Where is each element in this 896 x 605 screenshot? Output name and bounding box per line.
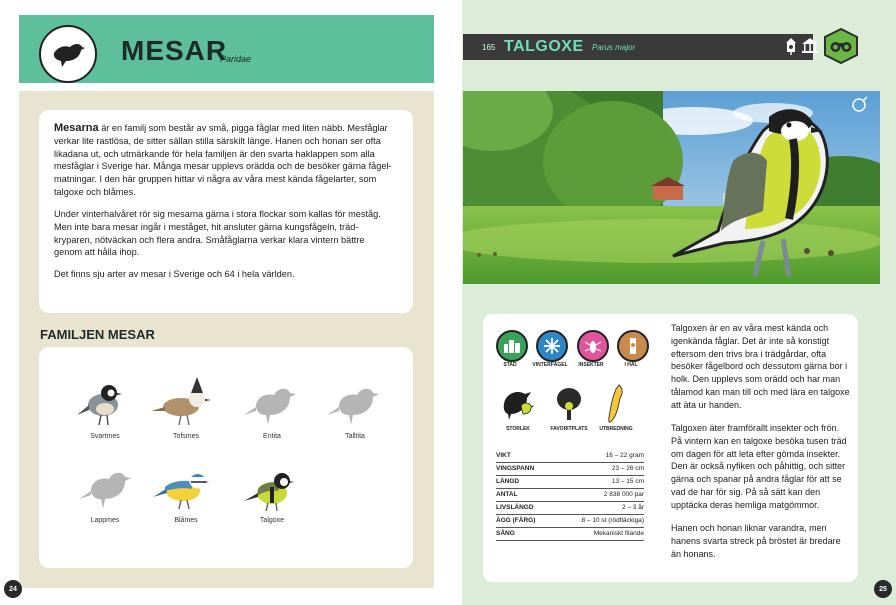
stats-row-count: ANTAL 2 838 000 par (496, 489, 644, 502)
species-talgoxe (232, 465, 312, 524)
favorite-place-tree-icon (555, 386, 583, 422)
talgoxe-icon (242, 465, 302, 515)
header-icons (785, 37, 819, 55)
svartmes-icon (75, 375, 135, 431)
talltita-silhouette-icon (325, 375, 385, 431)
species-svartmes (65, 375, 145, 440)
stats-row-wingspan: VINGSPANN 23 – 26 cm (496, 463, 644, 476)
insect-icon (577, 330, 609, 362)
bird-silhouette-icon (39, 25, 97, 83)
icon-label-insects: INSEKTER (578, 362, 604, 368)
size-comparison-icon (499, 386, 537, 422)
species-talltita (315, 375, 395, 440)
feeder-table-icon (801, 37, 819, 55)
stats-row-lifespan: LIVSLÄNGD 2 – 3 år (496, 502, 644, 515)
icon-label-distribution: UTBREDNING (599, 426, 633, 432)
right-page (448, 0, 896, 605)
section-title: FAMILJEN MESAR (40, 327, 155, 342)
page-number-right: 25 (874, 580, 892, 598)
species-label: Tofsmes (172, 433, 200, 440)
birdhouse-icon (785, 37, 797, 55)
species-label: Talgoxe (259, 517, 285, 524)
icon-label-hole: I HÅL (624, 362, 638, 368)
intro-bold-word: Mesarna (54, 122, 99, 134)
species-blames (146, 465, 226, 524)
icon-label-winter: VINTERFÅGEL (532, 362, 568, 368)
snowflake-icon (536, 330, 568, 362)
sweden-distribution-map-icon (607, 384, 625, 424)
family-header (19, 15, 434, 83)
species-info-card (483, 314, 858, 582)
species-label: Talltita (345, 433, 365, 440)
species-tofsmes (146, 375, 226, 440)
page-number-left: 24 (4, 580, 22, 598)
city-icon (496, 330, 528, 362)
binoculars-badge-icon (824, 28, 858, 64)
tree-hole-icon (617, 330, 649, 362)
tofsmes-icon (151, 375, 221, 431)
stats-row-weight: VIKT 16 – 22 gram (496, 450, 644, 463)
description-paragraph-2: Talgoxen äter framförallt insekter och frön. På vintern kan en talgoxe besöka tusen träd om dagen för att leta efter gömda insekter. Den är också nyfiken och påhittig, och sitter gärna och spanar på andra fåglar för att se vad de har för sig. På så sätt kan den upptäcka deras hemliga matgömmor. (671, 423, 847, 510)
intro-paragraph-1 (54, 122, 394, 199)
entita-silhouette-icon (242, 375, 302, 431)
intro-text: är en familj som består av små, pigga fåglar med liten näbb. Mesfåglar verkar lite rastlösa, de sitter sällan stilla särskilt länge. Hanen och honan ser ofta likadana ut, och utmärkande för hela familjen är den svarta haklappen som alla mesfåglar i Sverige har. Många mesar upplevs orädda och de besöker gärna fågel-matningar. I den här gruppen hittar vi några av våra mest kända fågelarter, som talgoxe och blåmes. (54, 123, 392, 197)
lappmes-silhouette-icon (75, 465, 135, 515)
species-name: TALGOXE (504, 38, 584, 55)
stats-row-length: LÄNGD 13 – 15 cm (496, 476, 644, 489)
species-lappmes (65, 465, 145, 524)
species-label: Entita (263, 433, 281, 440)
habitat-photo (463, 91, 880, 284)
intro-card (39, 110, 413, 313)
species-label: Blåmes (174, 517, 198, 524)
description-paragraph-3: Hanen och honan liknar varandra, men hanens svarta streck på bröstet är bredare än honans. (671, 523, 841, 559)
intro-paragraph-2: Under vinterhalvåret rör sig mesarna gärna i stora flockar som kallas för meståg. Men inte bara mesar ingår i meståget, hit ansluter gärna kungsfågeln, träd-kryparen, nötväckan och flera andra. Småfåglarna verkar klara vintern bättre genom att hålla ihop. (54, 209, 381, 258)
species-entita (232, 375, 312, 440)
species-header (463, 34, 813, 60)
species-label: Svartmes (90, 433, 120, 440)
icon-label-city: STAD (503, 362, 517, 368)
icon-label-size: STORLEK (506, 426, 530, 432)
species-number: 165 (482, 43, 496, 52)
icon-label-favorite: FAVORITPLATS (550, 426, 588, 432)
family-latin-name: Paridae (220, 54, 252, 64)
stats-row-song: SÅNG Mekaniskt filande (496, 528, 644, 541)
description-paragraph-1: Talgoxen är en av våra mest kända och igenkända fåglar. Det är inte så konstigt eftersom den trivs bra i trädgårdar, ofta besöker fågelbord och dessutom gärna bor i holk. Den upplevs som orädd och har man tålamod kan man till och med lära en talgoxe att äta ur handen. (671, 323, 850, 410)
species-grid-card (39, 347, 413, 568)
species-latin-name: Parus major (592, 43, 636, 52)
species-label: Lappmes (90, 517, 120, 524)
blames-icon (151, 465, 221, 515)
intro-paragraph-3: Det finns sju arter av mesar i Sverige och 64 i hela världen. (54, 269, 295, 279)
stats-row-eggs: ÄGG (FÄRG) 8 – 10 st (rödfläckiga) (496, 515, 644, 528)
family-title: MESAR (121, 35, 228, 66)
